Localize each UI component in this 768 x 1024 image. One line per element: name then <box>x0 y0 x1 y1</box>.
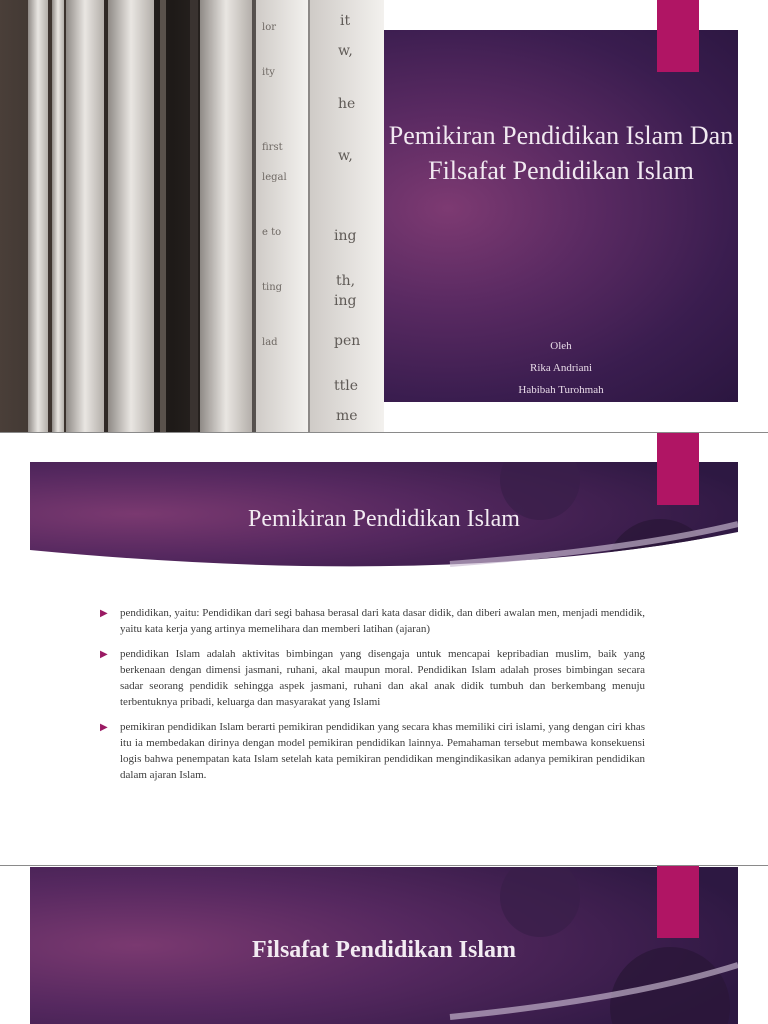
slide-2 <box>0 433 768 865</box>
svg-text:lor: lor <box>262 22 276 33</box>
bullet-text: pemikiran pendidikan Islam berarti pemikiran pendidikan yang secara khas memiliki ciri islami, yang dengan ciri khas itu ia membedakan dirinya dengan model pemikiran pendidikan lainnya. Pemahaman tersebut membawa konsekuensi logis bahwa penempatan kata Islam setelah kata pemikiran pendidikan mengindikasikan adanya pemikiran pendidikan dalam ajaran Islam. <box>120 721 645 781</box>
svg-text:th,: th, <box>336 273 356 289</box>
svg-text:ing: ing <box>334 293 357 309</box>
title-panel <box>384 30 738 402</box>
svg-text:he: he <box>338 96 356 112</box>
svg-text:w,: w, <box>338 148 353 164</box>
slide-3 <box>0 866 768 1024</box>
book-pages-photo <box>0 0 384 432</box>
svg-text:ity: ity <box>262 67 275 78</box>
accent-bookmark <box>657 433 699 505</box>
title-banner <box>30 462 738 578</box>
list-item <box>100 719 645 783</box>
presentation-title: Pemikiran Pendidikan Islam Dan Filsafat Pendidikan Islam <box>388 121 734 185</box>
triangle-bullet-icon: ▶ <box>100 649 108 660</box>
bullet-list <box>100 605 645 792</box>
svg-text:ting: ting <box>262 282 283 293</box>
accent-bookmark <box>657 0 699 72</box>
svg-text:e to: e to <box>262 227 282 238</box>
author-block <box>384 335 738 401</box>
svg-text:lad: lad <box>262 337 278 348</box>
triangle-bullet-icon: ▶ <box>100 608 108 619</box>
svg-text:ttle: ttle <box>334 378 359 394</box>
slide-1 <box>0 0 768 432</box>
bullet-text: pendidikan Islam adalah aktivitas bimbingan yang disengaja untuk mencapai kepribadian muslim, baik yang berkenaan dengan dimensi jasmani, ruhani, akal maupun moral. Pendidikan Islam adalah proses bimbingan secara sadar seorang pendidik sehingga aspek jasmani, ruhani dan akal anak didik tumbuh dan berkembang menuju terbentuknya pribadi, keluarga dan masyarakat yang Islami <box>120 648 645 708</box>
svg-text:legal: legal <box>262 172 287 183</box>
author-label: Oleh <box>550 340 572 352</box>
slide-title: Filsafat Pendidikan Islam <box>251 937 517 963</box>
author-name: Rika Andriani <box>529 362 593 374</box>
list-item <box>100 605 645 637</box>
author-name: Habibah Turohmah <box>518 384 604 396</box>
svg-text:me: me <box>336 408 358 424</box>
svg-text:first: first <box>262 142 283 153</box>
svg-text:w,: w, <box>338 43 353 59</box>
svg-text:ing: ing <box>334 228 357 244</box>
list-item <box>100 646 645 710</box>
svg-text:pen: pen <box>334 333 361 349</box>
svg-text:it: it <box>340 13 351 29</box>
accent-bookmark <box>657 866 699 938</box>
triangle-bullet-icon: ▶ <box>100 722 108 733</box>
bullet-text: pendidikan, yaitu: Pendidikan dari segi bahasa berasal dari kata dasar didik, dan diberi awalan men, menjadi mendidik, yaitu kata kerja yang artinya memelihara dan memberi latihan (ajaran) <box>120 607 645 635</box>
slide-title: Pemikiran Pendidikan Islam <box>248 506 520 532</box>
title-banner <box>30 867 738 1024</box>
